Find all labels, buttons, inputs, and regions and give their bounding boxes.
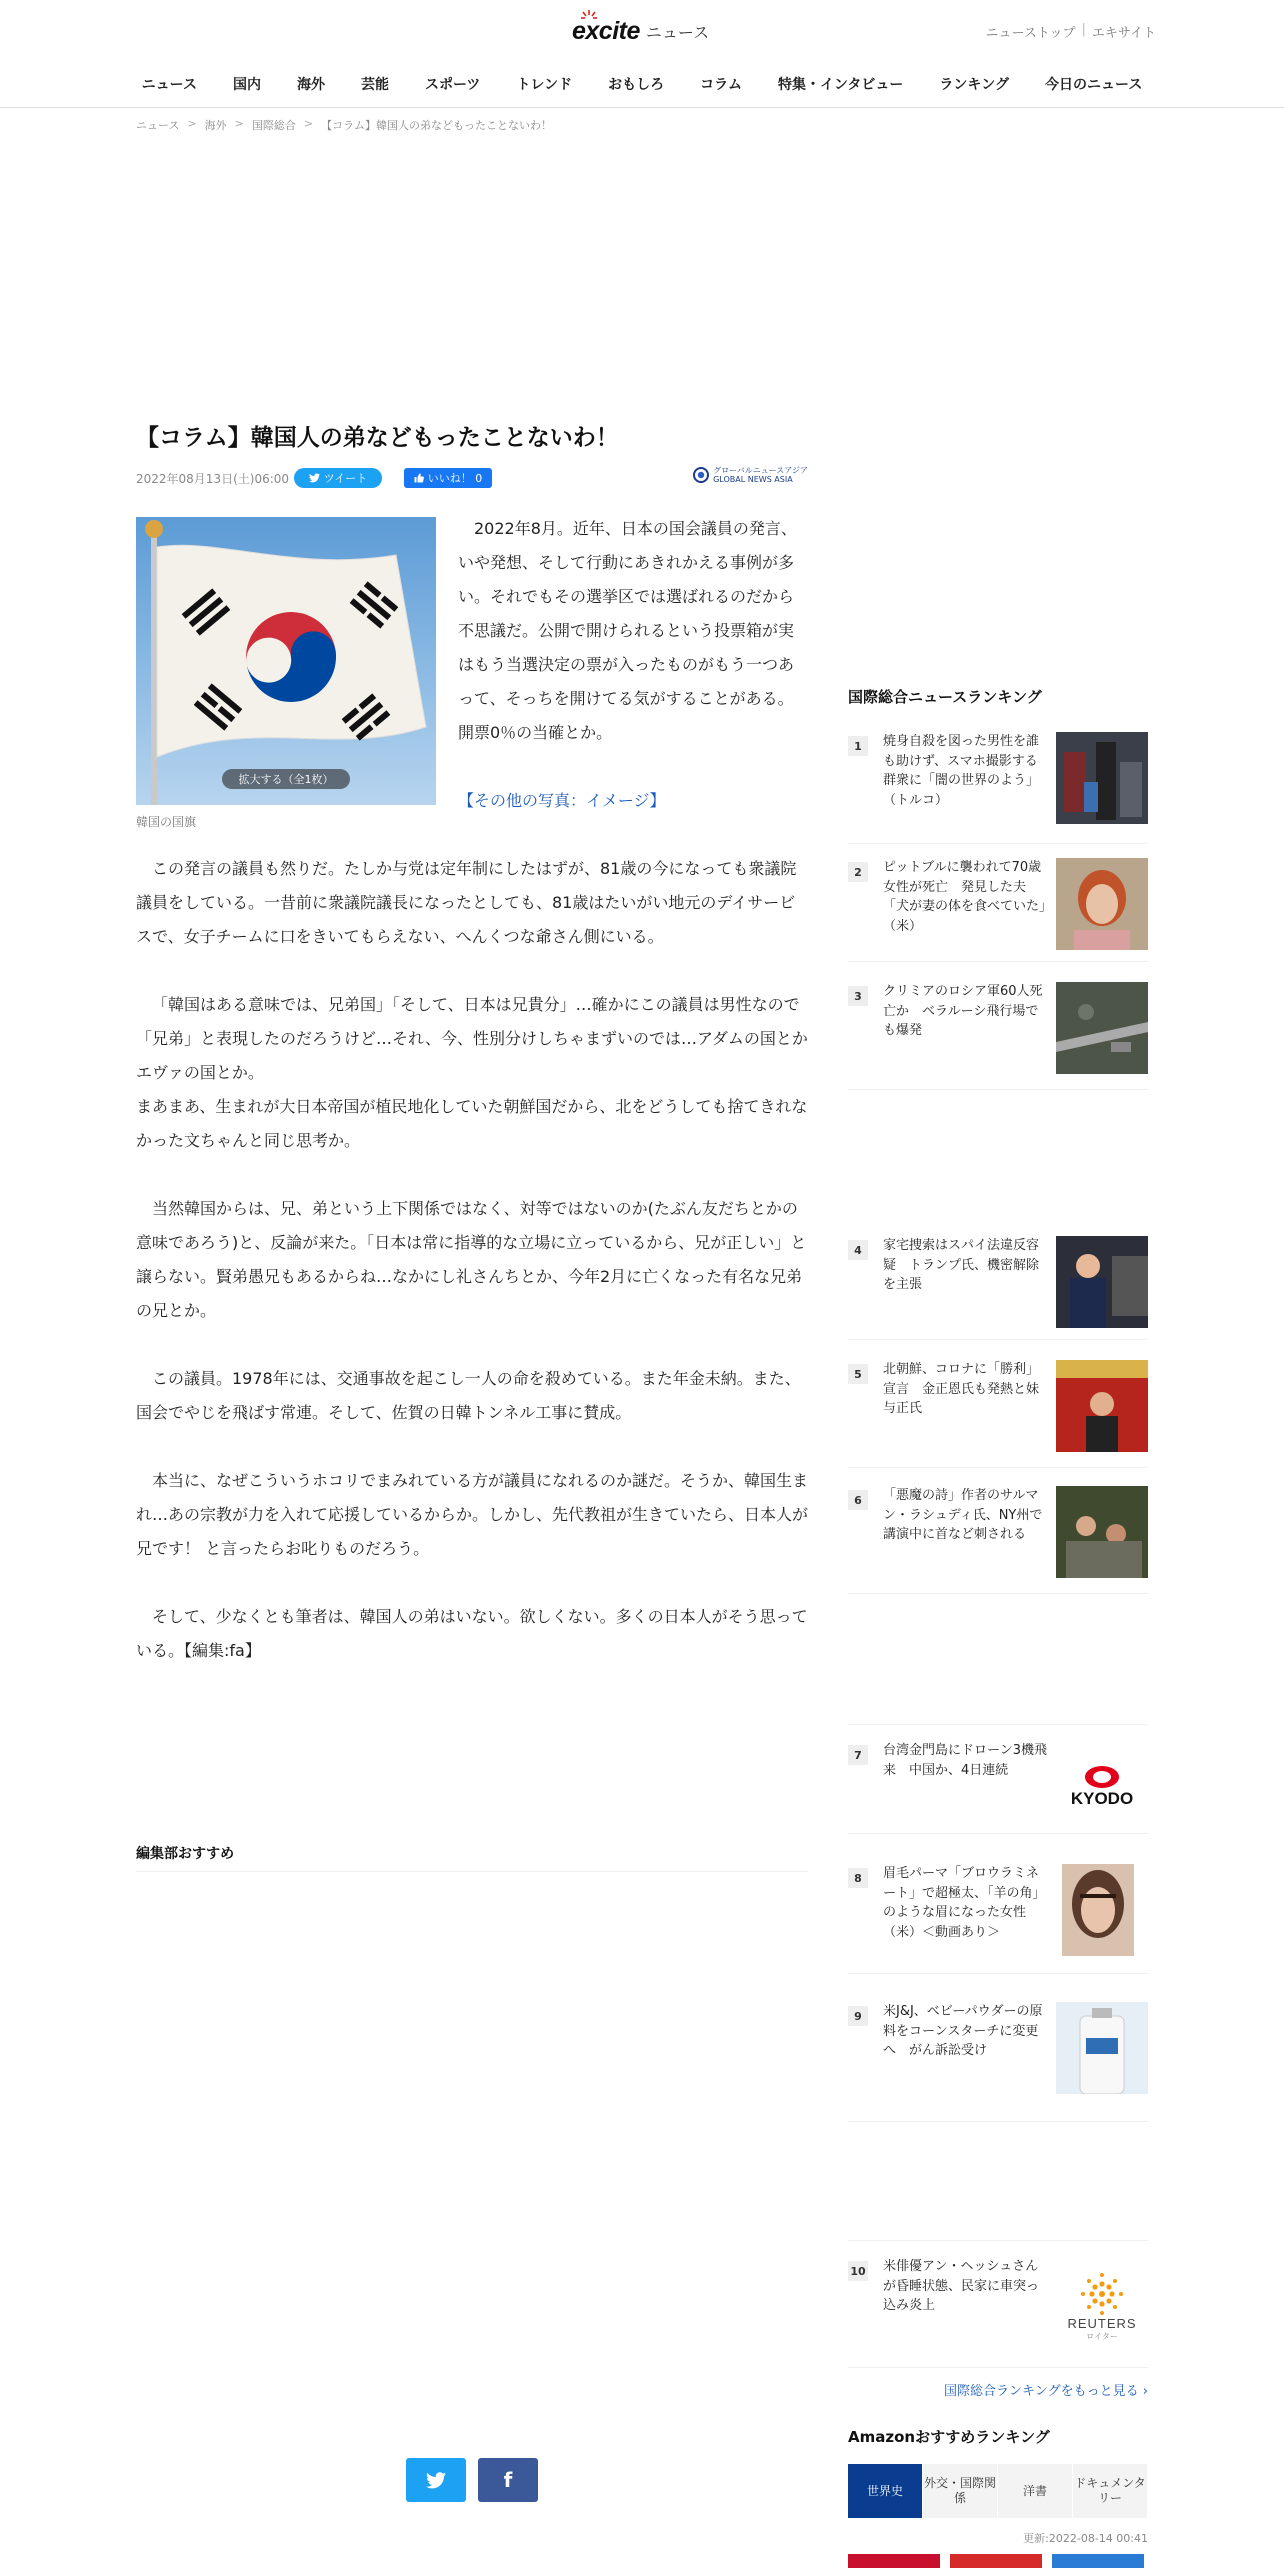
- rank-thumbnail[interactable]: [1056, 982, 1148, 1074]
- like-label: いいね！ 0: [427, 472, 483, 485]
- rank-thumbnail-image: [1056, 982, 1148, 1074]
- article-paragraph: 当然韓国からは、兄、弟という上下関係ではなく、対等ではないのか(たぶん友だちとかの意味であろう)と、反論が来た。「日本は常に指導的な立場に立っているから、兄が正しい」と譲らない。賢弟愚兄もあるからね…なかにし礼さんちとか、今年2月に亡くなった有名な兄弟の兄とか。: [136, 1199, 807, 1320]
- source-name-ja: グローバルニュースアジア: [713, 466, 808, 475]
- nav-sports[interactable]: スポーツ: [424, 77, 481, 93]
- ranking-item[interactable]: [848, 1236, 1148, 1340]
- article-paragraph: そして、少なくとも筆者は、韓国人の弟はいない。欲しくない。多くの日本人がそう思っている。【編集:fa】: [136, 1607, 808, 1660]
- rank-thumbnail-image: [1062, 1864, 1134, 1956]
- rank-number: 2: [848, 862, 868, 882]
- rank-title[interactable]: 眉毛パーマ「ブロウラミネート」で超極太、「羊の角」のような眉になった女性（米）＜動画あり＞: [883, 1866, 1046, 1940]
- share-buttons: [406, 2458, 538, 2502]
- kyodo-logo[interactable]: [1056, 1741, 1148, 1833]
- breadcrumb-separator: >: [234, 117, 244, 130]
- amazon-updated: 更新:2022-08-14 00:41: [1023, 2532, 1148, 2545]
- rank-number: 4: [848, 1240, 868, 1260]
- nav-features[interactable]: 特集・インタビュー: [777, 77, 904, 93]
- like-button[interactable]: [404, 468, 492, 488]
- photo-caption: 韓国の国旗: [136, 815, 197, 829]
- rank-number: 10: [848, 2261, 868, 2281]
- top-links: [986, 22, 1156, 41]
- kyodo-logo-text: KYODO: [1070, 1789, 1134, 1808]
- article-meta: [136, 466, 808, 488]
- nav-overseas[interactable]: 海外: [296, 77, 325, 93]
- ranking-item[interactable]: [848, 732, 1148, 844]
- rank-thumbnail-image: [1056, 1236, 1148, 1328]
- nav-news[interactable]: ニュース: [141, 77, 197, 93]
- rank-title[interactable]: 米J&J、ベビーパウダーの原料をコーンスターチに変更へ がん訴訟受け: [883, 2004, 1043, 2058]
- amazon-item-cover[interactable]: [1052, 2554, 1144, 2568]
- article-paragraph: この発言の議員も然りだ。たしか与党は定年制にしたはずが、81歳の今になっても衆議院議員をしている。一昔前に衆議院議長になったとしても、81歳はたいがい地元のデイサービスで、女子チームに口をきいてもらえない、へんくつな爺さん側にいる。: [136, 859, 797, 946]
- breadcrumb-overseas[interactable]: 海外: [204, 119, 227, 132]
- reuters-logo-sub: ロイター: [1086, 2332, 1118, 2341]
- facebook-icon: f: [503, 2468, 513, 2492]
- amazon-tabs: [848, 2464, 1148, 2518]
- rank-thumbnail[interactable]: [1056, 1486, 1148, 1578]
- source-logo-text: [713, 466, 808, 484]
- rank-thumbnail-image: [1056, 1360, 1148, 1452]
- reuters-logo[interactable]: [1056, 2261, 1148, 2353]
- source-logo[interactable]: [693, 466, 808, 484]
- rank-title[interactable]: 米俳優アン・ヘッシュさんが昏睡状態、民家に車突っ込み炎上: [883, 2259, 1040, 2313]
- nav-domestic[interactable]: 国内: [232, 77, 261, 93]
- rank-title[interactable]: クリミアのロシア軍60人死亡か ベラルーシ飛行場でも爆発: [883, 984, 1043, 1038]
- ad-space: [136, 145, 1148, 400]
- amazon-item-cover[interactable]: [848, 2554, 940, 2568]
- breadcrumb-news[interactable]: ニュース: [136, 119, 180, 132]
- amazon-ranking-heading: Amazonおすすめランキング: [848, 2428, 1050, 2446]
- breadcrumb-separator: >: [187, 117, 197, 130]
- enlarge-button[interactable]: 拡大する（全1枚）: [222, 769, 350, 789]
- rank-title[interactable]: 焼身自殺を図った男性を誰も助けず、スマホ撮影する群衆に「闇の世界のよう」（トルコ）: [883, 734, 1040, 808]
- rank-number: 1: [848, 736, 868, 756]
- article-paragraph: 「韓国はある意味では、兄弟国」「そして、日本は兄貴分」…確かにこの議員は男性なので「兄弟」と表現したのだろうけど…それ、今、性別分けしちゃまずいのでは…アダムの国とかエヴァの国とか。: [136, 995, 808, 1082]
- rank-thumbnail[interactable]: [1062, 1864, 1134, 1956]
- reuters-logo-icon: [1080, 2272, 1124, 2316]
- tweet-button[interactable]: [294, 468, 382, 488]
- ranking-item[interactable]: [848, 2240, 1148, 2368]
- rank-title[interactable]: 北朝鮮、コロナに「勝利」宣言 金正恩氏も発熱と妹与正氏: [883, 1362, 1040, 1416]
- amazon-tab-world-history[interactable]: 世界史: [848, 2464, 923, 2518]
- article-paragraph: 2022年8月。近年、日本の国会議員の発言、いや発想、そして行動にあきれかえる事例が多い。それでもその選挙区では選ばれるのだから不思議だ。公開で開けられるという投票箱が実はもう当選決定の票が入ったものがもう一つあって、そっちを開けてる気がすることがある。開票0％の当確とか。: [458, 519, 797, 742]
- rank-title[interactable]: ピットブルに襲われて70歳女性が死亡 発見した夫「犬が妻の体を食べていた」（米）: [883, 860, 1046, 934]
- nav-ranking[interactable]: ランキング: [939, 77, 1010, 93]
- rank-number: 8: [848, 1868, 868, 1888]
- nav-funny[interactable]: おもしろ: [608, 77, 665, 93]
- article-date: 2022年08月13日(土)06:00: [136, 472, 290, 486]
- globe-icon: [693, 467, 709, 483]
- rank-number: 3: [848, 986, 868, 1006]
- rank-thumbnail[interactable]: [1056, 732, 1148, 824]
- reuters-logo-text: REUTERS: [1067, 2316, 1137, 2331]
- article-paragraph: 本当に、なぜこういうホコリでまみれている方が議員になれるのか謎だ。そうか、韓国生まれ…あの宗教が力を入れて応援しているからか。しかし、先代教祖が生きていたら、日本人が兄です！ と言ったらお叱りものだろう。: [136, 1471, 809, 1558]
- chevron-right-icon: ›: [1142, 2384, 1148, 2399]
- nav-entertainment[interactable]: 芸能: [360, 77, 389, 93]
- source-name-en: GLOBAL NEWS ASIA: [713, 475, 793, 484]
- ranking-item[interactable]: [848, 2002, 1148, 2122]
- editor-recommend-heading: 編集部おすすめ: [136, 1843, 808, 1872]
- rank-thumbnail-image: [1056, 858, 1148, 950]
- rank-number: 5: [848, 1364, 868, 1384]
- article-body: [136, 512, 808, 1702]
- share-facebook-button[interactable]: [478, 2458, 538, 2502]
- ranking-item[interactable]: [848, 1864, 1148, 1974]
- ranking-item[interactable]: [848, 1724, 1148, 1834]
- breadcrumb: [136, 117, 552, 133]
- rank-number: 7: [848, 1745, 868, 1765]
- article-title: 【コラム】韓国人の弟などもったことないわ！: [136, 425, 619, 451]
- rank-thumbnail[interactable]: [1056, 1360, 1148, 1452]
- rank-number: 6: [848, 1490, 868, 1510]
- ranking-heading: 国際総合ニュースランキング: [848, 688, 1042, 706]
- main-nav: [0, 64, 1284, 104]
- ranking-item[interactable]: [848, 982, 1148, 1090]
- ranking-item[interactable]: [848, 1360, 1148, 1468]
- nav-today[interactable]: 今日のニュース: [1045, 77, 1143, 93]
- amazon-item-cover[interactable]: [950, 2554, 1042, 2568]
- kyodo-logo-icon: [1084, 1765, 1120, 1789]
- nav-trend[interactable]: トレンド: [516, 77, 573, 93]
- photo-float-spacer: [136, 512, 458, 832]
- top-link-separator: |: [1081, 22, 1086, 37]
- amazon-tab-foreign-books[interactable]: 洋書: [998, 2464, 1073, 2518]
- logo-news-label: ニュース: [645, 23, 710, 42]
- ranking-item[interactable]: [848, 858, 1148, 962]
- amazon-tab-documentary[interactable]: ドキュメンタリー: [1073, 2464, 1148, 2518]
- nav-column[interactable]: コラム: [700, 77, 742, 93]
- tweet-label: ツイート: [323, 472, 368, 485]
- ranking-more-link[interactable]: [944, 2380, 1148, 2399]
- twitter-icon: [426, 2472, 446, 2489]
- thumbs-up-icon: [414, 473, 424, 483]
- rank-thumbnail-image: [1056, 732, 1148, 824]
- rank-title[interactable]: 「悪魔の詩」作者のサルマン・ラシュディ氏、NY州で講演中に首など刺される: [883, 1488, 1043, 1542]
- rank-thumbnail-image: [1056, 2002, 1148, 2094]
- ranking-item[interactable]: [848, 1486, 1148, 1594]
- rank-title[interactable]: 台湾金門島にドローン3機飛来 中国か、4日連続: [883, 1743, 1048, 1778]
- top-link-news-top[interactable]: ニューストップ: [985, 26, 1076, 41]
- ranking-more-label: 国際総合ランキングをもっと見る: [944, 2384, 1139, 2399]
- rank-thumbnail[interactable]: [1056, 1236, 1148, 1328]
- article-paragraph: この議員。1978年には、交通事故を起こし一人の命を殺めている。また年金未納。また、国会でやじを飛ばす常連。そして、佐賀の日韓トンネル工事に賛成。: [136, 1369, 801, 1422]
- more-photos-link[interactable]: 【その他の写真：イメージ】: [458, 791, 666, 810]
- breadcrumb-separator: >: [303, 117, 314, 130]
- rank-thumbnail-image: [1056, 1486, 1148, 1578]
- article: [136, 420, 809, 1660]
- article-paragraph: まあまあ、生まれが大日本帝国が植民地化していた朝鮮国だから、北をどうしても捨てきれなかった文ちゃんと同じ思考か。: [136, 1097, 808, 1150]
- share-twitter-button[interactable]: [406, 2458, 466, 2502]
- breadcrumb-current: 【コラム】韓国人の弟などもったことないわ！: [321, 119, 552, 132]
- logo-burst-icon: [580, 9, 598, 27]
- rank-title[interactable]: 家宅捜索はスパイ法違反容疑 トランプ氏、機密解除を主張: [883, 1238, 1040, 1292]
- rank-number: 9: [848, 2006, 868, 2026]
- amazon-tab-diplomacy[interactable]: 外交・国際関係: [923, 2464, 998, 2518]
- breadcrumb-international[interactable]: 国際総合: [251, 119, 296, 132]
- twitter-bird-icon: [309, 473, 320, 483]
- rank-thumbnail[interactable]: [1056, 858, 1148, 950]
- top-link-excite[interactable]: エキサイト: [1091, 26, 1156, 41]
- site-header: [0, 0, 1284, 108]
- site-logo[interactable]: [572, 12, 709, 46]
- logo-excite: excite: [572, 17, 640, 46]
- rank-thumbnail[interactable]: [1056, 2002, 1148, 2094]
